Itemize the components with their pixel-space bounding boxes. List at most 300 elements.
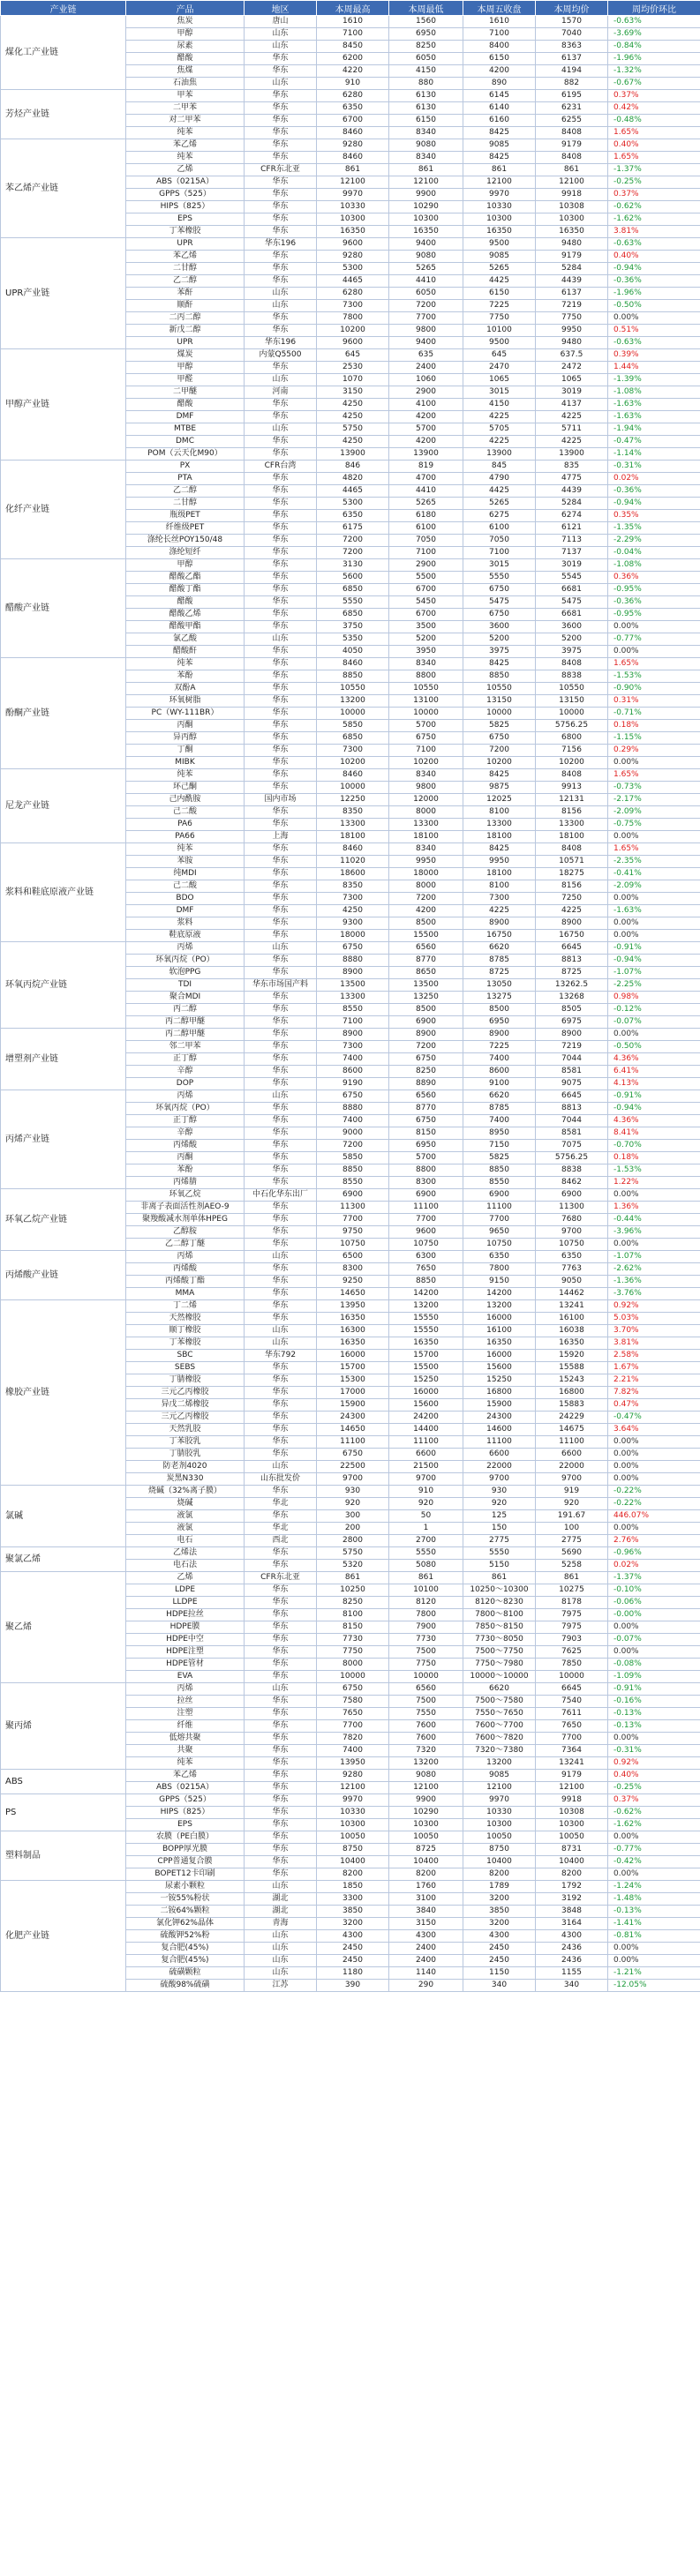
cell-high: 5320	[317, 1560, 389, 1572]
cell-avg: 10400	[536, 1856, 608, 1868]
cell-avg: 6800	[536, 732, 608, 745]
cell-avg: 1570	[536, 16, 608, 28]
cell-product: 涤纶短纤	[126, 547, 245, 559]
cell-low: 8650	[389, 967, 463, 979]
cell-low: 6560	[389, 1090, 463, 1103]
cell-close: 15600	[463, 1362, 536, 1374]
cell-high: 3130	[317, 559, 389, 572]
table-row	[1, 90, 700, 102]
cell-avg: 9075	[536, 1078, 608, 1090]
cell-low: 6560	[389, 1683, 463, 1696]
cell-avg: 861	[536, 164, 608, 176]
cell-high: 4250	[317, 411, 389, 423]
cell-change: 0.37%	[608, 189, 700, 201]
cell-region: 唐山	[245, 16, 317, 28]
cell-low: 16350	[389, 226, 463, 238]
cell-avg: 10300	[536, 1819, 608, 1831]
cell-product: 顺酐	[126, 300, 245, 312]
cell-low: 5200	[389, 633, 463, 646]
cell-change: 1.22%	[608, 1177, 700, 1189]
cell-product: 环氧丙烷（PO）	[126, 1103, 245, 1115]
cell-avg: 6350	[536, 1251, 608, 1263]
cell-avg: 191.67	[536, 1510, 608, 1523]
cell-region: 华东	[245, 53, 317, 65]
cell-product: 电石法	[126, 1560, 245, 1572]
cell-avg: 835	[536, 461, 608, 473]
cell-change: -0.13%	[608, 1708, 700, 1720]
cell-product: MIBK	[126, 757, 245, 769]
cell-close: 8750	[463, 1844, 536, 1856]
cell-product: 丁酮	[126, 745, 245, 757]
cell-product: 苯乙烯	[126, 251, 245, 263]
cell-region: 华东	[245, 1387, 317, 1399]
cell-close: 8425	[463, 127, 536, 139]
cell-product: 丁二烯	[126, 1300, 245, 1313]
cell-region: 山东	[245, 633, 317, 646]
cell-region: 湖北	[245, 1906, 317, 1918]
cell-close: 9500	[463, 238, 536, 251]
cell-low: 13200	[389, 1757, 463, 1770]
cell-change: 0.00%	[608, 917, 700, 930]
cell-region: CFR台湾	[245, 461, 317, 473]
cell-product: 邻二甲苯	[126, 1041, 245, 1053]
cell-avg: 13241	[536, 1300, 608, 1313]
cell-change: 2.21%	[608, 1374, 700, 1387]
cell-close: 5475	[463, 596, 536, 609]
cell-low: 3150	[389, 1918, 463, 1930]
cell-region: 华东	[245, 1115, 317, 1127]
segment-label: 苯乙烯产业链	[1, 139, 126, 238]
cell-avg: 8581	[536, 1127, 608, 1140]
cell-region: 华东	[245, 757, 317, 769]
cell-avg: 10000	[536, 708, 608, 720]
cell-change: -0.07%	[608, 1016, 700, 1029]
segment-label: 聚丙烯	[1, 1683, 126, 1770]
cell-region: 华东	[245, 1053, 317, 1066]
cell-avg: 10300	[536, 213, 608, 226]
cell-low: 8200	[389, 1868, 463, 1881]
cell-region: 华东	[245, 1708, 317, 1720]
cell-product: 异戊二烯橡胶	[126, 1399, 245, 1412]
cell-avg: 8462	[536, 1177, 608, 1189]
cell-product: 复合肥(45%)	[126, 1943, 245, 1955]
cell-high: 14650	[317, 1288, 389, 1300]
cell-region: 山东	[245, 78, 317, 90]
cell-low: 10750	[389, 1239, 463, 1251]
cell-high: 7200	[317, 535, 389, 547]
cell-region: 华东	[245, 856, 317, 868]
cell-avg: 4439	[536, 275, 608, 288]
cell-region: 华东	[245, 609, 317, 621]
cell-avg: 9918	[536, 1794, 608, 1807]
cell-high: 4250	[317, 905, 389, 917]
cell-high: 7300	[317, 1041, 389, 1053]
cell-high: 9600	[317, 337, 389, 349]
cell-avg: 9179	[536, 1770, 608, 1782]
header-close: 本周五收盘	[463, 1, 536, 16]
cell-high: 9600	[317, 238, 389, 251]
cell-close: 5705	[463, 423, 536, 436]
cell-high: 6500	[317, 1251, 389, 1263]
cell-product: 己内酰胺	[126, 794, 245, 806]
cell-avg: 7156	[536, 745, 608, 757]
cell-high: 10300	[317, 1819, 389, 1831]
cell-product: 聚羧酸减水剂单体HPEG	[126, 1214, 245, 1226]
cell-region: 华东	[245, 1078, 317, 1090]
cell-low: 2400	[389, 1955, 463, 1967]
cell-low: 9400	[389, 337, 463, 349]
cell-low: 15550	[389, 1313, 463, 1325]
cell-low: 9700	[389, 1473, 463, 1486]
cell-avg: 1065	[536, 374, 608, 386]
cell-product: 氯乙酸	[126, 633, 245, 646]
cell-low: 9600	[389, 1226, 463, 1239]
cell-low: 3950	[389, 646, 463, 658]
cell-product: 丁苯胶乳	[126, 1436, 245, 1449]
cell-region: 华东	[245, 1412, 317, 1424]
cell-low: 4410	[389, 485, 463, 498]
cell-low: 5500	[389, 572, 463, 584]
cell-high: 13300	[317, 819, 389, 831]
cell-change: -3.76%	[608, 1288, 700, 1300]
cell-close: 3015	[463, 386, 536, 399]
cell-region: 华东	[245, 1436, 317, 1449]
cell-close: 13900	[463, 448, 536, 461]
cell-region: 华东	[245, 1016, 317, 1029]
cell-close: 8425	[463, 152, 536, 164]
cell-avg: 6274	[536, 510, 608, 522]
table-row	[1, 1683, 700, 1696]
cell-low: 21500	[389, 1461, 463, 1473]
cell-high: 13950	[317, 1757, 389, 1770]
cell-close: 9650	[463, 1226, 536, 1239]
cell-change: -0.77%	[608, 1844, 700, 1856]
cell-close: 7750	[463, 312, 536, 325]
cell-region: 华东	[245, 1164, 317, 1177]
cell-region: 华东	[245, 1226, 317, 1239]
table-row	[1, 1881, 700, 1893]
cell-product: 甲醇	[126, 362, 245, 374]
cell-change: 1.65%	[608, 843, 700, 856]
segment-label: 环氧丙烷产业链	[1, 942, 126, 1029]
cell-high: 9000	[317, 1127, 389, 1140]
cell-close: 7750～7980	[463, 1659, 536, 1671]
cell-product: 甲醛	[126, 374, 245, 386]
cell-close: 2450	[463, 1955, 536, 1967]
cell-change: 0.00%	[608, 621, 700, 633]
cell-change: 0.29%	[608, 745, 700, 757]
cell-close: 8900	[463, 917, 536, 930]
table-row	[1, 139, 700, 152]
cell-avg: 6137	[536, 53, 608, 65]
cell-product: 丁腈胶乳	[126, 1449, 245, 1461]
cell-close: 16000	[463, 1313, 536, 1325]
cell-high: 3300	[317, 1893, 389, 1906]
cell-region: 华东	[245, 485, 317, 498]
header-region: 地区	[245, 1, 317, 16]
cell-close: 6600	[463, 1449, 536, 1461]
cell-high: 7400	[317, 1115, 389, 1127]
cell-high: 13300	[317, 992, 389, 1004]
cell-avg: 3019	[536, 559, 608, 572]
cell-region: 华东	[245, 769, 317, 782]
cell-region: 华东	[245, 90, 317, 102]
cell-avg: 3600	[536, 621, 608, 633]
cell-high: 8550	[317, 1004, 389, 1016]
cell-close: 15900	[463, 1399, 536, 1412]
cell-region: 华东	[245, 1597, 317, 1609]
cell-avg: 22000	[536, 1461, 608, 1473]
cell-high: 8100	[317, 1609, 389, 1621]
cell-low: 8500	[389, 917, 463, 930]
cell-high: 8460	[317, 127, 389, 139]
cell-avg: 8156	[536, 806, 608, 819]
cell-close: 3200	[463, 1918, 536, 1930]
cell-avg: 8838	[536, 1164, 608, 1177]
cell-change: -1.21%	[608, 1967, 700, 1980]
cell-high: 9280	[317, 139, 389, 152]
segment-label: 增塑剂产业链	[1, 1029, 126, 1090]
segment-label: 甲醇产业链	[1, 349, 126, 461]
cell-low: 4200	[389, 905, 463, 917]
cell-avg: 4225	[536, 905, 608, 917]
cell-high: 10300	[317, 213, 389, 226]
cell-change: 0.92%	[608, 1757, 700, 1770]
cell-close: 7100	[463, 547, 536, 559]
cell-high: 7700	[317, 1214, 389, 1226]
table-row	[1, 1189, 700, 1202]
cell-low: 7050	[389, 535, 463, 547]
cell-close: 9150	[463, 1276, 536, 1288]
cell-region: 西北	[245, 1535, 317, 1547]
cell-close: 930	[463, 1486, 536, 1498]
cell-avg: 12100	[536, 176, 608, 189]
cell-product: 硫磺颗粒	[126, 1967, 245, 1980]
cell-region: 华东	[245, 1819, 317, 1831]
cell-avg: 10050	[536, 1831, 608, 1844]
cell-close: 7500～7750	[463, 1646, 536, 1659]
cell-low: 8890	[389, 1078, 463, 1090]
cell-close: 845	[463, 461, 536, 473]
cell-close: 4300	[463, 1930, 536, 1943]
cell-change: 0.51%	[608, 325, 700, 337]
cell-low: 13900	[389, 448, 463, 461]
cell-avg: 6645	[536, 942, 608, 955]
cell-product: 二丙二醇	[126, 312, 245, 325]
cell-close: 5200	[463, 633, 536, 646]
cell-avg: 10000	[536, 1671, 608, 1683]
cell-region: 华东	[245, 893, 317, 905]
cell-high: 6900	[317, 1189, 389, 1202]
cell-high: 9280	[317, 1770, 389, 1782]
cell-close: 10300	[463, 213, 536, 226]
cell-high: 10250	[317, 1584, 389, 1597]
cell-high: 15900	[317, 1399, 389, 1412]
cell-low: 5265	[389, 263, 463, 275]
cell-low: 7100	[389, 547, 463, 559]
cell-high: 4465	[317, 485, 389, 498]
cell-low: 4100	[389, 399, 463, 411]
cell-avg: 7680	[536, 1214, 608, 1226]
cell-change: -2.62%	[608, 1263, 700, 1276]
cell-high: 8300	[317, 1263, 389, 1276]
cell-product: 丁苯橡胶	[126, 1337, 245, 1350]
cell-low: 10000	[389, 708, 463, 720]
cell-change: -1.37%	[608, 1572, 700, 1584]
cell-region: 华东	[245, 127, 317, 139]
cell-low: 11100	[389, 1202, 463, 1214]
cell-low: 6150	[389, 115, 463, 127]
cell-close: 2775	[463, 1535, 536, 1547]
cell-avg: 13241	[536, 1757, 608, 1770]
cell-region: 华东	[245, 1807, 317, 1819]
cell-change: -0.47%	[608, 1412, 700, 1424]
cell-change: -0.77%	[608, 633, 700, 646]
cell-high: 10330	[317, 1807, 389, 1819]
cell-close: 16800	[463, 1387, 536, 1399]
cell-high: 6350	[317, 102, 389, 115]
cell-close: 8100	[463, 806, 536, 819]
cell-avg: 7850	[536, 1659, 608, 1671]
cell-product: 复合肥(45%)	[126, 1955, 245, 1967]
cell-product: POM（云天化M90）	[126, 448, 245, 461]
cell-avg: 5756.25	[536, 720, 608, 732]
cell-change: -0.94%	[608, 1103, 700, 1115]
cell-region: 华东	[245, 1745, 317, 1757]
cell-low: 2400	[389, 1943, 463, 1955]
cell-product: MTBE	[126, 423, 245, 436]
cell-product: 三元乙丙橡胶	[126, 1412, 245, 1424]
cell-region: 华东	[245, 917, 317, 930]
cell-avg: 8725	[536, 967, 608, 979]
cell-product: 共聚	[126, 1745, 245, 1757]
cell-change: -1.08%	[608, 386, 700, 399]
cell-avg: 14462	[536, 1288, 608, 1300]
cell-change: -1.48%	[608, 1893, 700, 1906]
cell-high: 2450	[317, 1955, 389, 1967]
cell-high: 6700	[317, 115, 389, 127]
table-row	[1, 1572, 700, 1584]
cell-region: 华东	[245, 880, 317, 893]
cell-low: 7750	[389, 1659, 463, 1671]
cell-close: 4200	[463, 65, 536, 78]
cell-low: 7600	[389, 1733, 463, 1745]
cell-low: 8000	[389, 806, 463, 819]
cell-region: 华东	[245, 572, 317, 584]
cell-close: 13150	[463, 695, 536, 708]
cell-avg: 9179	[536, 139, 608, 152]
cell-region: 山东	[245, 28, 317, 41]
table-row	[1, 1547, 700, 1560]
cell-low: 9800	[389, 782, 463, 794]
cell-change: -0.00%	[608, 1609, 700, 1621]
cell-region: 华东	[245, 65, 317, 78]
cell-avg: 16038	[536, 1325, 608, 1337]
cell-close: 7800	[463, 1263, 536, 1276]
cell-avg: 340	[536, 1980, 608, 1992]
cell-high: 6850	[317, 609, 389, 621]
cell-region: 山东	[245, 1967, 317, 1980]
cell-close: 7200	[463, 745, 536, 757]
cell-low: 2700	[389, 1535, 463, 1547]
cell-change: -2.29%	[608, 535, 700, 547]
cell-change: 3.70%	[608, 1325, 700, 1337]
cell-change: -0.10%	[608, 1584, 700, 1597]
cell-avg: 10308	[536, 201, 608, 213]
cell-change: -1.36%	[608, 1276, 700, 1288]
cell-change: 0.00%	[608, 1621, 700, 1634]
cell-product: 液氯	[126, 1510, 245, 1523]
cell-low: 6180	[389, 510, 463, 522]
cell-avg: 9050	[536, 1276, 608, 1288]
cell-low: 6900	[389, 1016, 463, 1029]
cell-change: 0.36%	[608, 572, 700, 584]
cell-high: 6850	[317, 584, 389, 596]
cell-region: 华东	[245, 1844, 317, 1856]
cell-change: 0.00%	[608, 1189, 700, 1202]
cell-region: 华东	[245, 868, 317, 880]
cell-change: -2.35%	[608, 856, 700, 868]
cell-region: 华东	[245, 152, 317, 164]
cell-change: -0.94%	[608, 955, 700, 967]
cell-avg: 18100	[536, 831, 608, 843]
cell-product: 烧碱（32%离子膜）	[126, 1486, 245, 1498]
cell-change: 6.41%	[608, 1066, 700, 1078]
cell-product: 丙二醇甲醚	[126, 1016, 245, 1029]
cell-close: 4225	[463, 411, 536, 423]
cell-low: 5550	[389, 1547, 463, 1560]
cell-close: 7550～7650	[463, 1708, 536, 1720]
cell-region: 华东	[245, 782, 317, 794]
cell-change: 0.18%	[608, 720, 700, 732]
cell-low: 9800	[389, 325, 463, 337]
cell-high: 10400	[317, 1856, 389, 1868]
cell-avg: 11300	[536, 1202, 608, 1214]
cell-low: 4200	[389, 411, 463, 423]
cell-product: DOP	[126, 1078, 245, 1090]
cell-avg: 4194	[536, 65, 608, 78]
cell-change: 1.36%	[608, 1202, 700, 1214]
cell-region: 华东	[245, 1140, 317, 1152]
cell-high: 9250	[317, 1276, 389, 1288]
cell-close: 9950	[463, 856, 536, 868]
cell-change: -0.31%	[608, 1745, 700, 1757]
table-row	[1, 1794, 700, 1807]
cell-region: 华东	[245, 720, 317, 732]
cell-high: 4300	[317, 1930, 389, 1943]
cell-change: -0.07%	[608, 1634, 700, 1646]
cell-avg: 13300	[536, 819, 608, 831]
cell-change: 3.64%	[608, 1424, 700, 1436]
cell-close: 8500	[463, 1004, 536, 1016]
cell-avg: 16350	[536, 226, 608, 238]
cell-low: 6750	[389, 1053, 463, 1066]
cell-product: 三元乙丙橡胶	[126, 1387, 245, 1399]
cell-region: 华东	[245, 955, 317, 967]
segment-label: 聚乙烯	[1, 1572, 126, 1683]
cell-change: -1.32%	[608, 65, 700, 78]
cell-avg: 7975	[536, 1621, 608, 1634]
cell-avg: 15588	[536, 1362, 608, 1374]
cell-high: 8850	[317, 1164, 389, 1177]
cell-avg: 8900	[536, 1029, 608, 1041]
cell-change: -0.91%	[608, 942, 700, 955]
cell-region: 华东	[245, 1374, 317, 1387]
cell-low: 8340	[389, 127, 463, 139]
cell-high: 920	[317, 1498, 389, 1510]
segment-label: UPR产业链	[1, 238, 126, 349]
cell-high: 645	[317, 349, 389, 362]
